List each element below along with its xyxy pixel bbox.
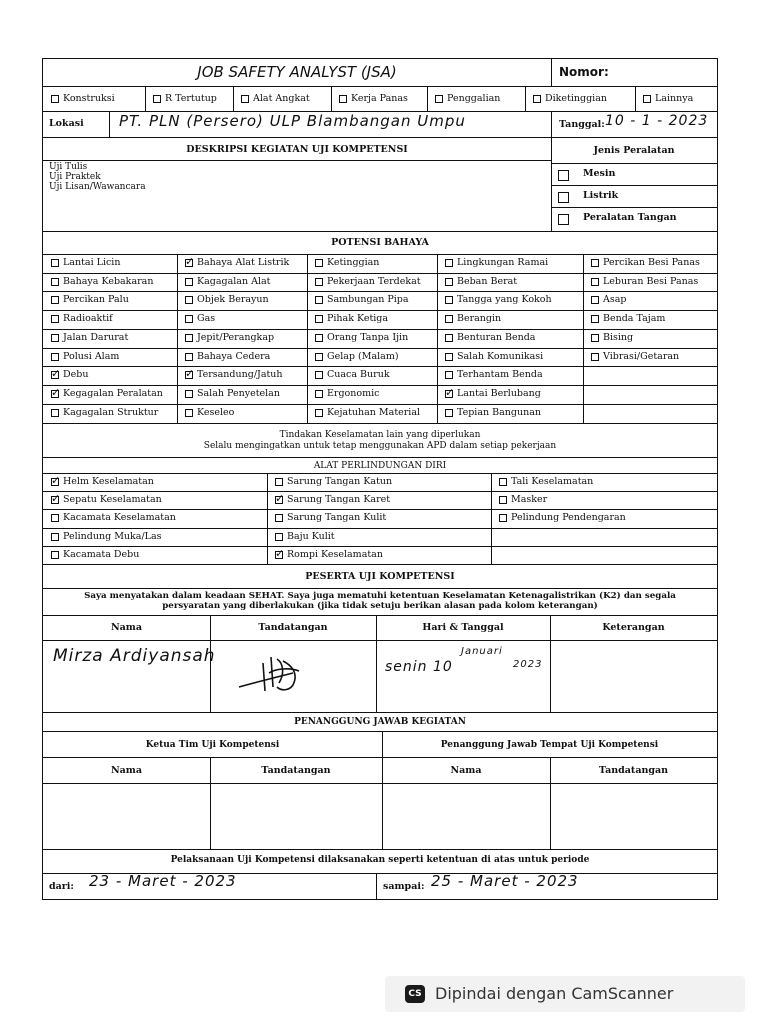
checkbox[interactable] (499, 514, 507, 522)
checkbox-label: Bahaya Alat Listrik (197, 257, 290, 268)
checkbox-item[interactable] (51, 256, 179, 270)
checkbox-label: Lantai Licin (63, 257, 121, 268)
checkbox[interactable] (185, 315, 193, 323)
checkbox-item[interactable] (315, 312, 443, 326)
checkbox[interactable] (499, 496, 507, 504)
checkbox-label: Benda Tajam (603, 313, 666, 325)
checkbox-item[interactable] (275, 493, 485, 507)
checkbox[interactable] (315, 371, 323, 379)
checkbox-label: Sarung Tangan Katun (287, 476, 393, 487)
checkbox-label: Debu (63, 369, 89, 381)
jenis-title: Jenis Peralatan (593, 145, 675, 156)
checkbox-checked[interactable] (185, 259, 193, 267)
checkbox-item[interactable] (445, 350, 573, 364)
checkbox-label: Bising (603, 331, 634, 343)
tanggal-value: 10 - 1 - 2023 (605, 113, 709, 129)
checkbox-label: Pelindung Pendengaran (511, 512, 626, 524)
checkbox[interactable] (185, 334, 193, 342)
checkbox[interactable] (51, 259, 59, 267)
checkbox[interactable] (591, 259, 599, 267)
checkbox[interactable] (51, 278, 59, 286)
checkbox-item[interactable] (185, 331, 313, 345)
penanggung-header-nama-1: Nama (110, 765, 143, 776)
checkbox-label: Tepian Bangunan (457, 406, 542, 418)
peserta-signature (233, 643, 323, 699)
jsa-form (42, 58, 718, 900)
checkbox[interactable] (315, 278, 323, 286)
checkbox-label: Kacamata Debu (63, 548, 140, 560)
peserta-nama: Mirza Ardiyansah (53, 646, 216, 666)
checkbox-item[interactable] (315, 331, 443, 345)
checkbox-item[interactable] (241, 92, 336, 106)
checkbox-label: Ergonomic (327, 387, 380, 399)
checkbox-item[interactable] (51, 387, 179, 401)
dari-value: 23 - Maret - 2023 (89, 872, 237, 890)
checkbox[interactable] (51, 514, 59, 522)
checkbox[interactable] (591, 315, 599, 323)
penanggung-tempat: Penanggung Jawab Tempat Uji Kompetensi (440, 740, 659, 750)
checkbox-label: Percikan Besi Panas (603, 257, 700, 268)
checkbox[interactable] (51, 353, 59, 361)
checkbox[interactable] (591, 334, 599, 342)
checkbox[interactable] (339, 95, 347, 103)
checkbox[interactable] (185, 278, 193, 286)
checkbox-label: Polusi Alam (63, 350, 120, 362)
jenis-checkbox-mesin[interactable] (558, 170, 569, 181)
checkbox-label: Sarung Tangan Kulit (287, 512, 387, 524)
checkbox-checked[interactable] (275, 496, 283, 504)
peserta-header-tandatangan: Tandatangan (258, 622, 328, 633)
nomor-label: Nomor: (559, 65, 609, 79)
checkbox-label: Jepit/Perangkap (197, 331, 275, 343)
checkbox-item[interactable] (185, 312, 313, 326)
checkbox-item[interactable] (315, 406, 443, 420)
checkbox-label: Sepatu Keselamatan (63, 494, 162, 506)
checkbox[interactable] (51, 551, 59, 559)
checkbox[interactable] (241, 95, 249, 103)
checkbox-label: Diketinggian (545, 93, 607, 104)
camscanner-text: Dipindai dengan CamScanner (435, 984, 674, 1003)
checkbox-item[interactable] (185, 350, 313, 364)
checkbox-checked[interactable] (445, 390, 453, 398)
checkbox[interactable] (51, 533, 59, 541)
checkbox-item[interactable] (499, 511, 709, 525)
checkbox[interactable] (591, 296, 599, 304)
checkbox-label: Berangin (457, 313, 502, 325)
checkbox[interactable] (275, 478, 283, 486)
checkbox-item[interactable] (591, 256, 719, 270)
jenis-peralatan-tangan: Peralatan Tangan (583, 212, 677, 223)
checkbox[interactable] (445, 409, 453, 417)
checkbox-item[interactable] (51, 493, 261, 507)
checkbox-checked[interactable] (51, 478, 59, 486)
tindakan-line-1: Tindakan Keselamatan lain yang diperlukan (279, 430, 481, 440)
checkbox[interactable] (185, 296, 193, 304)
checkbox-item[interactable] (315, 275, 443, 289)
checkbox-item[interactable] (445, 387, 573, 401)
checkbox-label: Kagagalan Struktur (63, 406, 159, 418)
penanggung-header-nama-2: Nama (450, 765, 482, 776)
checkbox-item[interactable] (51, 406, 179, 420)
checkbox[interactable] (445, 315, 453, 323)
checkbox-item[interactable] (445, 368, 573, 382)
checkbox-label: R Tertutup (165, 93, 217, 104)
checkbox-item[interactable] (445, 256, 573, 270)
penanggung-header-tandatangan-2: Tandatangan (598, 765, 669, 776)
penanggung-title: PENANGGUNG JAWAB KEGIATAN (294, 717, 466, 727)
sampai-value: 25 - Maret - 2023 (431, 872, 579, 890)
checkbox[interactable] (445, 353, 453, 361)
checkbox-label: Baju Kulit (287, 530, 335, 542)
checkbox-item[interactable] (591, 331, 719, 345)
checkbox-label: Beban Berat (457, 275, 518, 287)
checkbox[interactable] (51, 95, 59, 103)
checkbox-item[interactable] (591, 312, 719, 326)
checkbox-item[interactable] (315, 256, 443, 270)
peserta-title: PESERTA UJI KOMPETENSI (305, 571, 455, 582)
checkbox-label: Bahaya Cedera (197, 350, 271, 362)
checkbox-label: Terhantam Benda (457, 369, 543, 381)
checkbox-item[interactable] (185, 256, 313, 270)
jenis-checkbox-listrik[interactable] (558, 192, 569, 203)
peserta-header-hari: Hari & Tanggal (422, 622, 504, 633)
checkbox-checked[interactable] (51, 371, 59, 379)
checkbox-item[interactable] (315, 350, 443, 364)
checkbox-label: Pelindung Muka/Las (63, 530, 162, 542)
potensi-title: POTENSI BAHAYA (331, 237, 429, 248)
deskripsi-line-2: Uji Praktek (49, 172, 101, 182)
checkbox-item[interactable] (533, 92, 628, 106)
checkbox-label: Tersandung/Jatuh (197, 369, 283, 381)
checkbox[interactable] (315, 409, 323, 417)
checkbox-item[interactable] (51, 92, 146, 106)
checkbox-item[interactable] (185, 293, 313, 307)
checkbox-item[interactable] (275, 511, 485, 525)
deskripsi-title: DESKRIPSI KEGIATAN UJI KOMPETENSI (186, 144, 408, 155)
checkbox[interactable] (643, 95, 651, 103)
tanggal-label: Tanggal: (559, 119, 605, 130)
checkbox[interactable] (315, 315, 323, 323)
checkbox-label: Bahaya Kebakaran (63, 275, 154, 287)
checkbox-label: Kegagalan Peralatan (63, 387, 163, 399)
checkbox-label: Salah Penyetelan (197, 387, 280, 399)
checkbox-label: Vibrasi/Getaran (603, 350, 680, 362)
checkbox-label: Objek Berayun (197, 294, 269, 306)
checkbox-item[interactable] (315, 293, 443, 307)
checkbox[interactable] (591, 278, 599, 286)
checkbox[interactable] (185, 353, 193, 361)
checkbox-checked[interactable] (185, 371, 193, 379)
checkbox-label: Kerja Panas (351, 93, 408, 104)
dari-label: dari: (49, 881, 74, 892)
checkbox[interactable] (51, 334, 59, 342)
checkbox-item[interactable] (315, 368, 443, 382)
checkbox[interactable] (275, 514, 283, 522)
checkbox-label: Penggalian (447, 93, 501, 104)
checkbox-label: Radioaktif (63, 313, 113, 325)
checkbox-item[interactable] (435, 92, 530, 106)
checkbox-label: Lantai Berlubang (457, 387, 541, 399)
checkbox-label: Sarung Tangan Karet (287, 494, 391, 506)
checkbox-label: Lainnya (655, 93, 694, 104)
checkbox-label: Tali Keselamatan (511, 476, 594, 487)
checkbox-item[interactable] (185, 387, 313, 401)
deskripsi-line-3: Uji Lisan/Wawancara (49, 182, 146, 192)
checkbox-item[interactable] (275, 548, 485, 562)
peserta-tahun: 2023 (513, 659, 543, 670)
checkbox-item[interactable] (51, 331, 179, 345)
checkbox-item[interactable] (591, 350, 719, 364)
checkbox-item[interactable] (51, 293, 179, 307)
tindakan-line-2: Selalu mengingatkan untuk tetap menggunakan APD dalam setiap pekerjaan (203, 441, 557, 451)
checkbox-label: Pihak Ketiga (327, 313, 389, 325)
checkbox-label: Sambungan Pipa (327, 294, 409, 306)
checkbox[interactable] (591, 353, 599, 361)
checkbox-label: Asap (603, 294, 627, 306)
checkbox[interactable] (275, 533, 283, 541)
checkbox-item[interactable] (591, 275, 719, 289)
checkbox-label: Masker (511, 494, 548, 506)
peserta-header-nama: Nama (110, 622, 143, 633)
checkbox[interactable] (499, 478, 507, 486)
checkbox[interactable] (445, 334, 453, 342)
checkbox[interactable] (153, 95, 161, 103)
checkbox-item[interactable] (591, 293, 719, 307)
checkbox-label: Tangga yang Kokoh (457, 294, 552, 306)
checkbox-label: Kejatuhan Material (327, 406, 421, 418)
checkbox-item[interactable] (51, 368, 179, 382)
checkbox-label: Kacamata Keselamatan (63, 512, 176, 524)
sampai-label: sampai: (383, 881, 425, 892)
checkbox-label: Leburan Besi Panas (603, 275, 699, 287)
checkbox-label: Keseleo (197, 406, 235, 418)
checkbox-item[interactable] (51, 475, 261, 489)
checkbox-label: Cuaca Buruk (327, 369, 390, 381)
checkbox-label: Gelap (Malam) (327, 350, 399, 362)
checkbox-item[interactable] (499, 475, 709, 489)
lokasi-value: PT. PLN (Persero) ULP Blambangan Umpu (119, 112, 466, 130)
checkbox[interactable] (51, 296, 59, 304)
checkbox-checked[interactable] (51, 390, 59, 398)
deskripsi-line-1: Uji Tulis (49, 162, 88, 172)
checkbox[interactable] (315, 259, 323, 267)
checkbox[interactable] (445, 278, 453, 286)
ketua-tim: Ketua Tim Uji Kompetensi (145, 740, 280, 750)
checkbox-label: Alat Angkat (253, 93, 310, 104)
checkbox-item[interactable] (445, 406, 573, 420)
checkbox-label: Ketinggian (327, 257, 380, 268)
jenis-listrik: Listrik (583, 190, 619, 201)
checkbox-item[interactable] (51, 350, 179, 364)
checkbox-item[interactable] (51, 530, 261, 544)
checkbox-item[interactable] (499, 493, 709, 507)
checkbox-item[interactable] (185, 368, 313, 382)
checkbox-item[interactable] (445, 331, 573, 345)
checkbox[interactable] (315, 390, 323, 398)
checkbox-label: Gas (197, 313, 216, 325)
checkbox-label: Orang Tanpa Ijin (327, 331, 409, 343)
jenis-mesin: Mesin (583, 168, 616, 179)
camscanner-badge (385, 976, 745, 1012)
checkbox-label: Jalan Darurat (63, 331, 129, 343)
checkbox-item[interactable] (445, 275, 573, 289)
checkbox-label: Kagagalan Alat (197, 275, 271, 287)
jenis-checkbox-peralatan-tangan[interactable] (558, 214, 569, 225)
checkbox-label: Salah Komunikasi (457, 350, 544, 362)
peserta-statement-1: Saya menyatakan dalam keadaan SEHAT. Saya juga mematuhi ketentuan Keselamatan Ketenagalistrikan (K2) dan segala (84, 591, 676, 601)
checkbox[interactable] (445, 296, 453, 304)
checkbox-label: Konstruksi (63, 93, 115, 104)
checkbox-item[interactable] (643, 92, 738, 106)
checkbox[interactable] (435, 95, 443, 103)
checkbox-label: Pekerjaan Terdekat (327, 275, 421, 287)
checkbox-item[interactable] (445, 312, 573, 326)
apd-title: ALAT PERLINDUNGAN DIRI (313, 461, 447, 471)
checkbox[interactable] (445, 371, 453, 379)
checkbox-label: Percikan Palu (63, 294, 129, 306)
peserta-header-keterangan: Keterangan (602, 622, 665, 633)
peserta-statement-2: persyaratan yang diberlakukan (jika tidak setuju berikan alasan pada kolom keterangan) (162, 601, 598, 611)
checkbox-label: Rompi Keselamatan (287, 548, 383, 560)
checkbox-item[interactable] (315, 387, 443, 401)
checkbox-checked[interactable] (275, 551, 283, 559)
checkbox[interactable] (185, 409, 193, 417)
checkbox-item[interactable] (185, 275, 313, 289)
checkbox-item[interactable] (445, 293, 573, 307)
checkbox-item[interactable] (51, 312, 179, 326)
camscanner-logo: CS (405, 985, 425, 1003)
checkbox-item[interactable] (339, 92, 434, 106)
peserta-hari: senin 10 (385, 659, 453, 675)
checkbox-item[interactable] (275, 530, 485, 544)
form-title: JOB SAFETY ANALYST (JSA) (197, 63, 397, 81)
peserta-bulan: Januari (461, 646, 503, 657)
checkbox-item[interactable] (51, 275, 179, 289)
checkbox[interactable] (315, 296, 323, 304)
lokasi-label: Lokasi (49, 118, 84, 129)
penanggung-header-tandatangan-1: Tandatangan (261, 765, 331, 776)
checkbox-label: Lingkungan Ramai (457, 257, 549, 268)
checkbox[interactable] (533, 95, 541, 103)
checkbox-item[interactable] (185, 406, 313, 420)
checkbox[interactable] (185, 390, 193, 398)
checkbox-item[interactable] (51, 511, 261, 525)
checkbox-checked[interactable] (51, 496, 59, 504)
checkbox-item[interactable] (51, 548, 261, 562)
checkbox[interactable] (315, 334, 323, 342)
checkbox[interactable] (51, 409, 59, 417)
checkbox[interactable] (445, 259, 453, 267)
checkbox[interactable] (315, 353, 323, 361)
checkbox-label: Benturan Benda (457, 331, 536, 343)
pelaksanaan-text: Pelaksanaan Uji Kompetensi dilaksanakan seperti ketentuan di atas untuk periode (170, 855, 590, 865)
checkbox[interactable] (51, 315, 59, 323)
checkbox-item[interactable] (275, 475, 485, 489)
checkbox-label: Helm Keselamatan (63, 476, 154, 487)
